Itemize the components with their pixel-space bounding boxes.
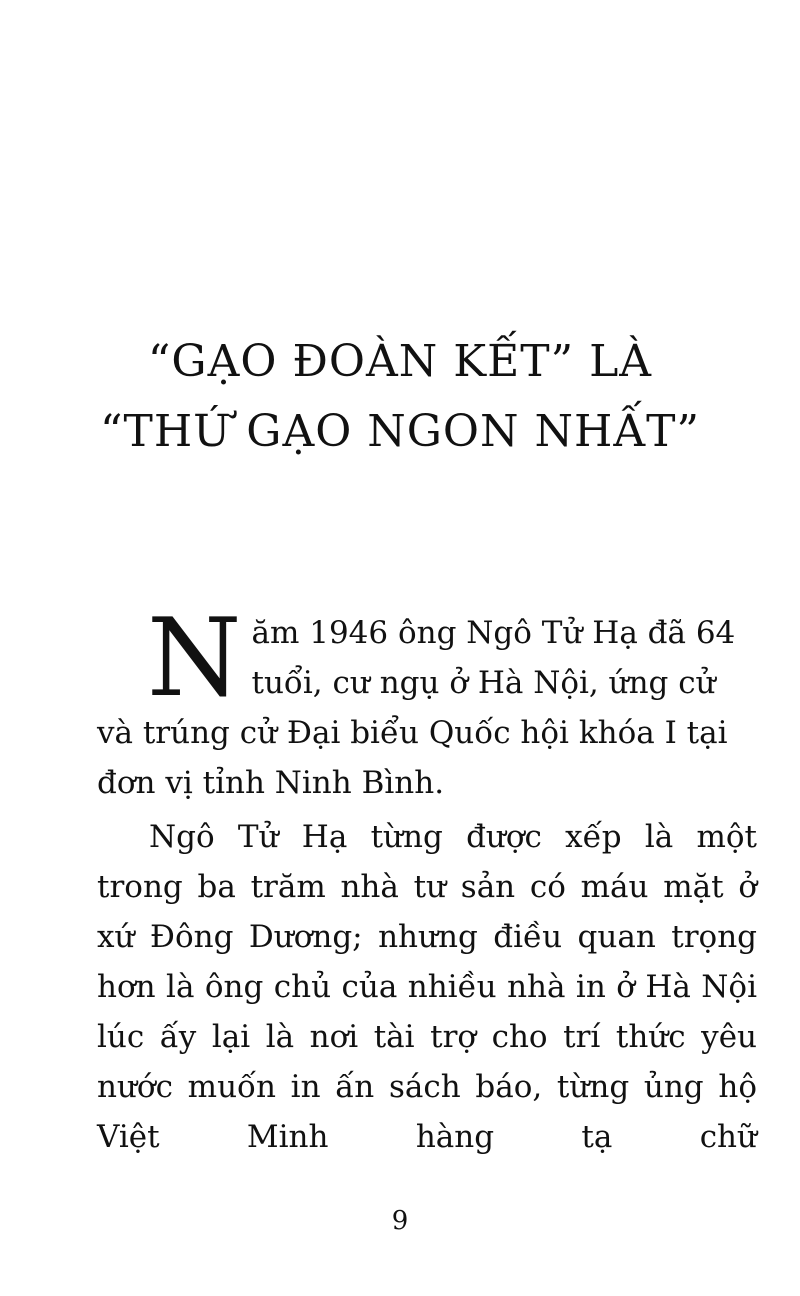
paragraph-1 [97,596,757,808]
paragraph-1-text: ăm 1946 ông Ngô Tử Hạ đã 64 tuổi, cư ngụ ở Hà Nội, ứng cử và trúng cử Đại biểu Quốc hội khóa I tại đơn vị tỉnh Ninh Bình. [97,615,736,801]
paragraph-2: Ngô Tử Hạ từng được xếp là một trong ba trăm nhà tư sản có máu mặt ở xứ Đông Dương; nhưng điều quan trọng hơn là ông chủ của nhiều nhà in ở Hà Nội lúc ấy lại là nơi tài trợ cho trí thức yêu nước muốn in ấn sách báo, từng ủng hộ Việt Minh hàng tạ chữ [97,819,757,1155]
drop-cap: N [147,596,242,721]
chapter-title-line-2: “THỨ GẠO NGON NHẤT” [100,406,700,457]
chapter-title-line-1: “GẠO ĐOÀN KẾT” LÀ [147,336,653,387]
page-number: 9 [391,1206,409,1236]
